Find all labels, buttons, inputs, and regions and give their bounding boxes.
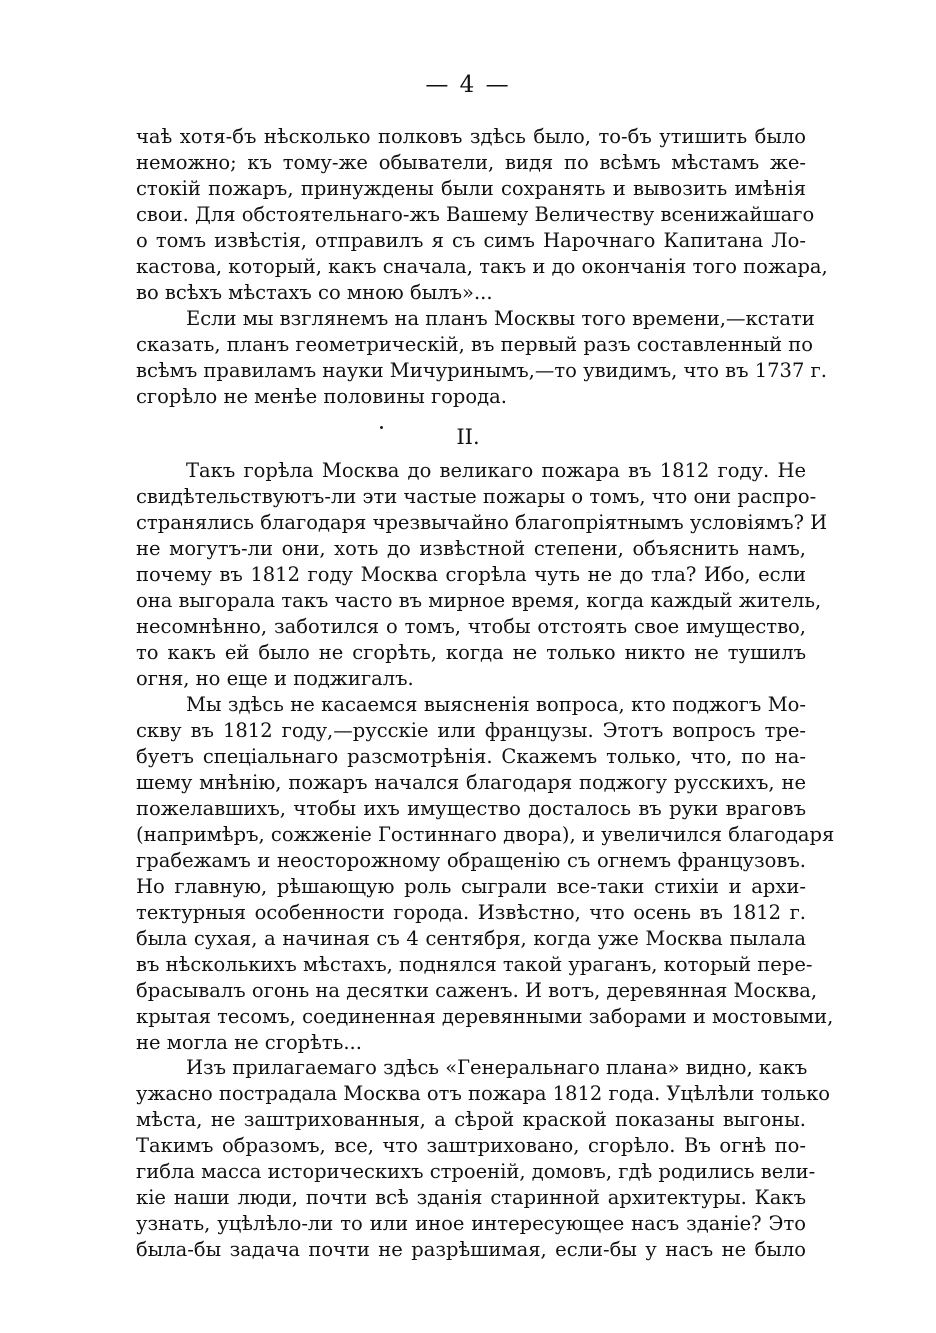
text-line: шему мнѣнію, пожаръ начался благодаря поджогу русскихъ, не — [136, 771, 806, 794]
text-line: кастова, который, какъ сначала, такъ и до окончанія того пожара, — [136, 255, 828, 278]
text-line: Такъ горѣла Москва до великаго пожара въ 1812 году. Не — [186, 459, 806, 482]
text-line: свидѣтельствуютъ-ли эти частые пожары о томъ, что они распро- — [136, 485, 817, 508]
text-line: Такимъ образомъ, все, что заштриховано, сгорѣло. Въ огнѣ по- — [136, 1134, 806, 1157]
text-line: Но главную, рѣшающую роль сыграли все-таки стихіи и архи- — [136, 875, 806, 898]
text-line: мѣста, не заштрихованныя, а сѣрой краской показаны выгоны. — [136, 1108, 806, 1131]
text-line: почему въ 1812 году Москва сгорѣла чуть не до тла? Ибо, если — [136, 563, 806, 586]
text-line: сгорѣло не менѣе половины города. — [136, 385, 507, 408]
text-line: всѣмъ правиламъ науки Мичуринымъ,—то увидимъ, что въ 1737 г. — [136, 359, 827, 382]
text-line: то какъ ей было не сгорѣть, когда не только никто не тушилъ — [136, 641, 806, 664]
text-line: скву въ 1812 году,—русскіе или французы. Этотъ вопросъ тре- — [136, 719, 806, 742]
text-line: была-бы задача почти не разрѣшимая, если-бы у насъ не было — [136, 1238, 806, 1261]
text-line: крытая тесомъ, соединенная деревянными заборами и мостовыми, — [136, 1005, 834, 1028]
text-line: кіе наши люди, почти всѣ зданія старинной архитектуры. Какъ — [136, 1186, 806, 1209]
text-line: не могутъ-ли они, хоть до извѣстной степени, объяснить намъ, — [136, 537, 806, 560]
text-line: неможно; къ тому-же обыватели, видя по всѣмъ мѣстамъ же- — [136, 151, 806, 174]
paragraph-3 — [136, 458, 828, 692]
text-line: Изъ прилагаемаго здѣсь «Генеральнаго плана» видно, какъ — [186, 1056, 808, 1079]
paragraph-2 — [136, 306, 827, 410]
text-line: странялись благодаря чрезвычайно благопріятнымъ условіямъ? И — [136, 511, 828, 534]
text-line: о томъ извѣстія, отправилъ я съ симъ Нарочнаго Капитана Ло- — [136, 229, 806, 252]
paragraph-5 — [136, 1055, 831, 1263]
text-line: грабежамъ и неосторожному обращенію съ огнемъ французовъ. — [136, 849, 806, 872]
text-line: буетъ спеціальнаго разсмотрѣнія. Скажемъ только, что, по на- — [136, 745, 806, 768]
text-line: (напримѣръ, сожженіе Гостиннаго двора), и увеличился благодаря — [136, 823, 835, 846]
text-line: свои. Для обстоятельнаго-жъ Вашему Величеству всенижайшаго — [136, 203, 815, 226]
text-line: брасывалъ огонь на десятки саженъ. И вотъ, деревянная Москва, — [136, 979, 818, 1002]
text-line: стокій пожаръ, принуждены были сохранять и вывозить имѣнія — [136, 177, 806, 200]
text-line: во всѣхъ мѣстахъ со мною былъ»... — [136, 281, 493, 304]
section-heading: II. — [456, 425, 480, 449]
page-number: — 4 — — [425, 72, 511, 98]
text-line: узнать, уцѣлѣло-ли то или иное интересующее насъ зданіе? Это — [136, 1212, 806, 1235]
text-line: огня, но еще и поджигалъ. — [136, 667, 414, 690]
text-line: тектурныя особенности города. Извѣстно, что осень въ 1812 г. — [136, 901, 806, 924]
text-line: гибла масса историческихъ строеній, домовъ, гдѣ родились вели- — [136, 1160, 816, 1183]
text-line: чаѣ хотя-бъ нѣсколько полковъ здѣсь было, то-бъ утишить было — [136, 125, 806, 148]
paragraph-4 — [136, 692, 835, 1056]
text-line: несомнѣнно, заботился о томъ, чтобы отстоять свое имущество, — [136, 615, 806, 638]
text-line: не могла не сгорѣть... — [136, 1031, 362, 1054]
paragraph-1 — [136, 124, 828, 306]
text-line: въ нѣсколькихъ мѣстахъ, поднялся такой ураганъ, который пере- — [136, 953, 813, 976]
text-line: была сухая, а начиная съ 4 сентября, когда уже Москва пылала — [136, 927, 806, 950]
text-line: Мы здѣсь не касаемся выясненія вопроса, кто поджогъ Мо- — [186, 693, 806, 716]
text-line: пожелавшихъ, чтобы ихъ имущество досталось въ руки враговъ — [136, 797, 806, 820]
text-line: она выгорала такъ часто въ мирное время, когда каждый житель, — [136, 589, 822, 612]
text-line: сказать, планъ геометрическій, въ первый разъ составленный по — [136, 333, 814, 356]
text-line: ужасно пострадала Москва отъ пожара 1812 года. Уцѣлѣли только — [136, 1082, 831, 1105]
text-line: Если мы взглянемъ на планъ Москвы того времени,—кстати — [186, 307, 815, 330]
